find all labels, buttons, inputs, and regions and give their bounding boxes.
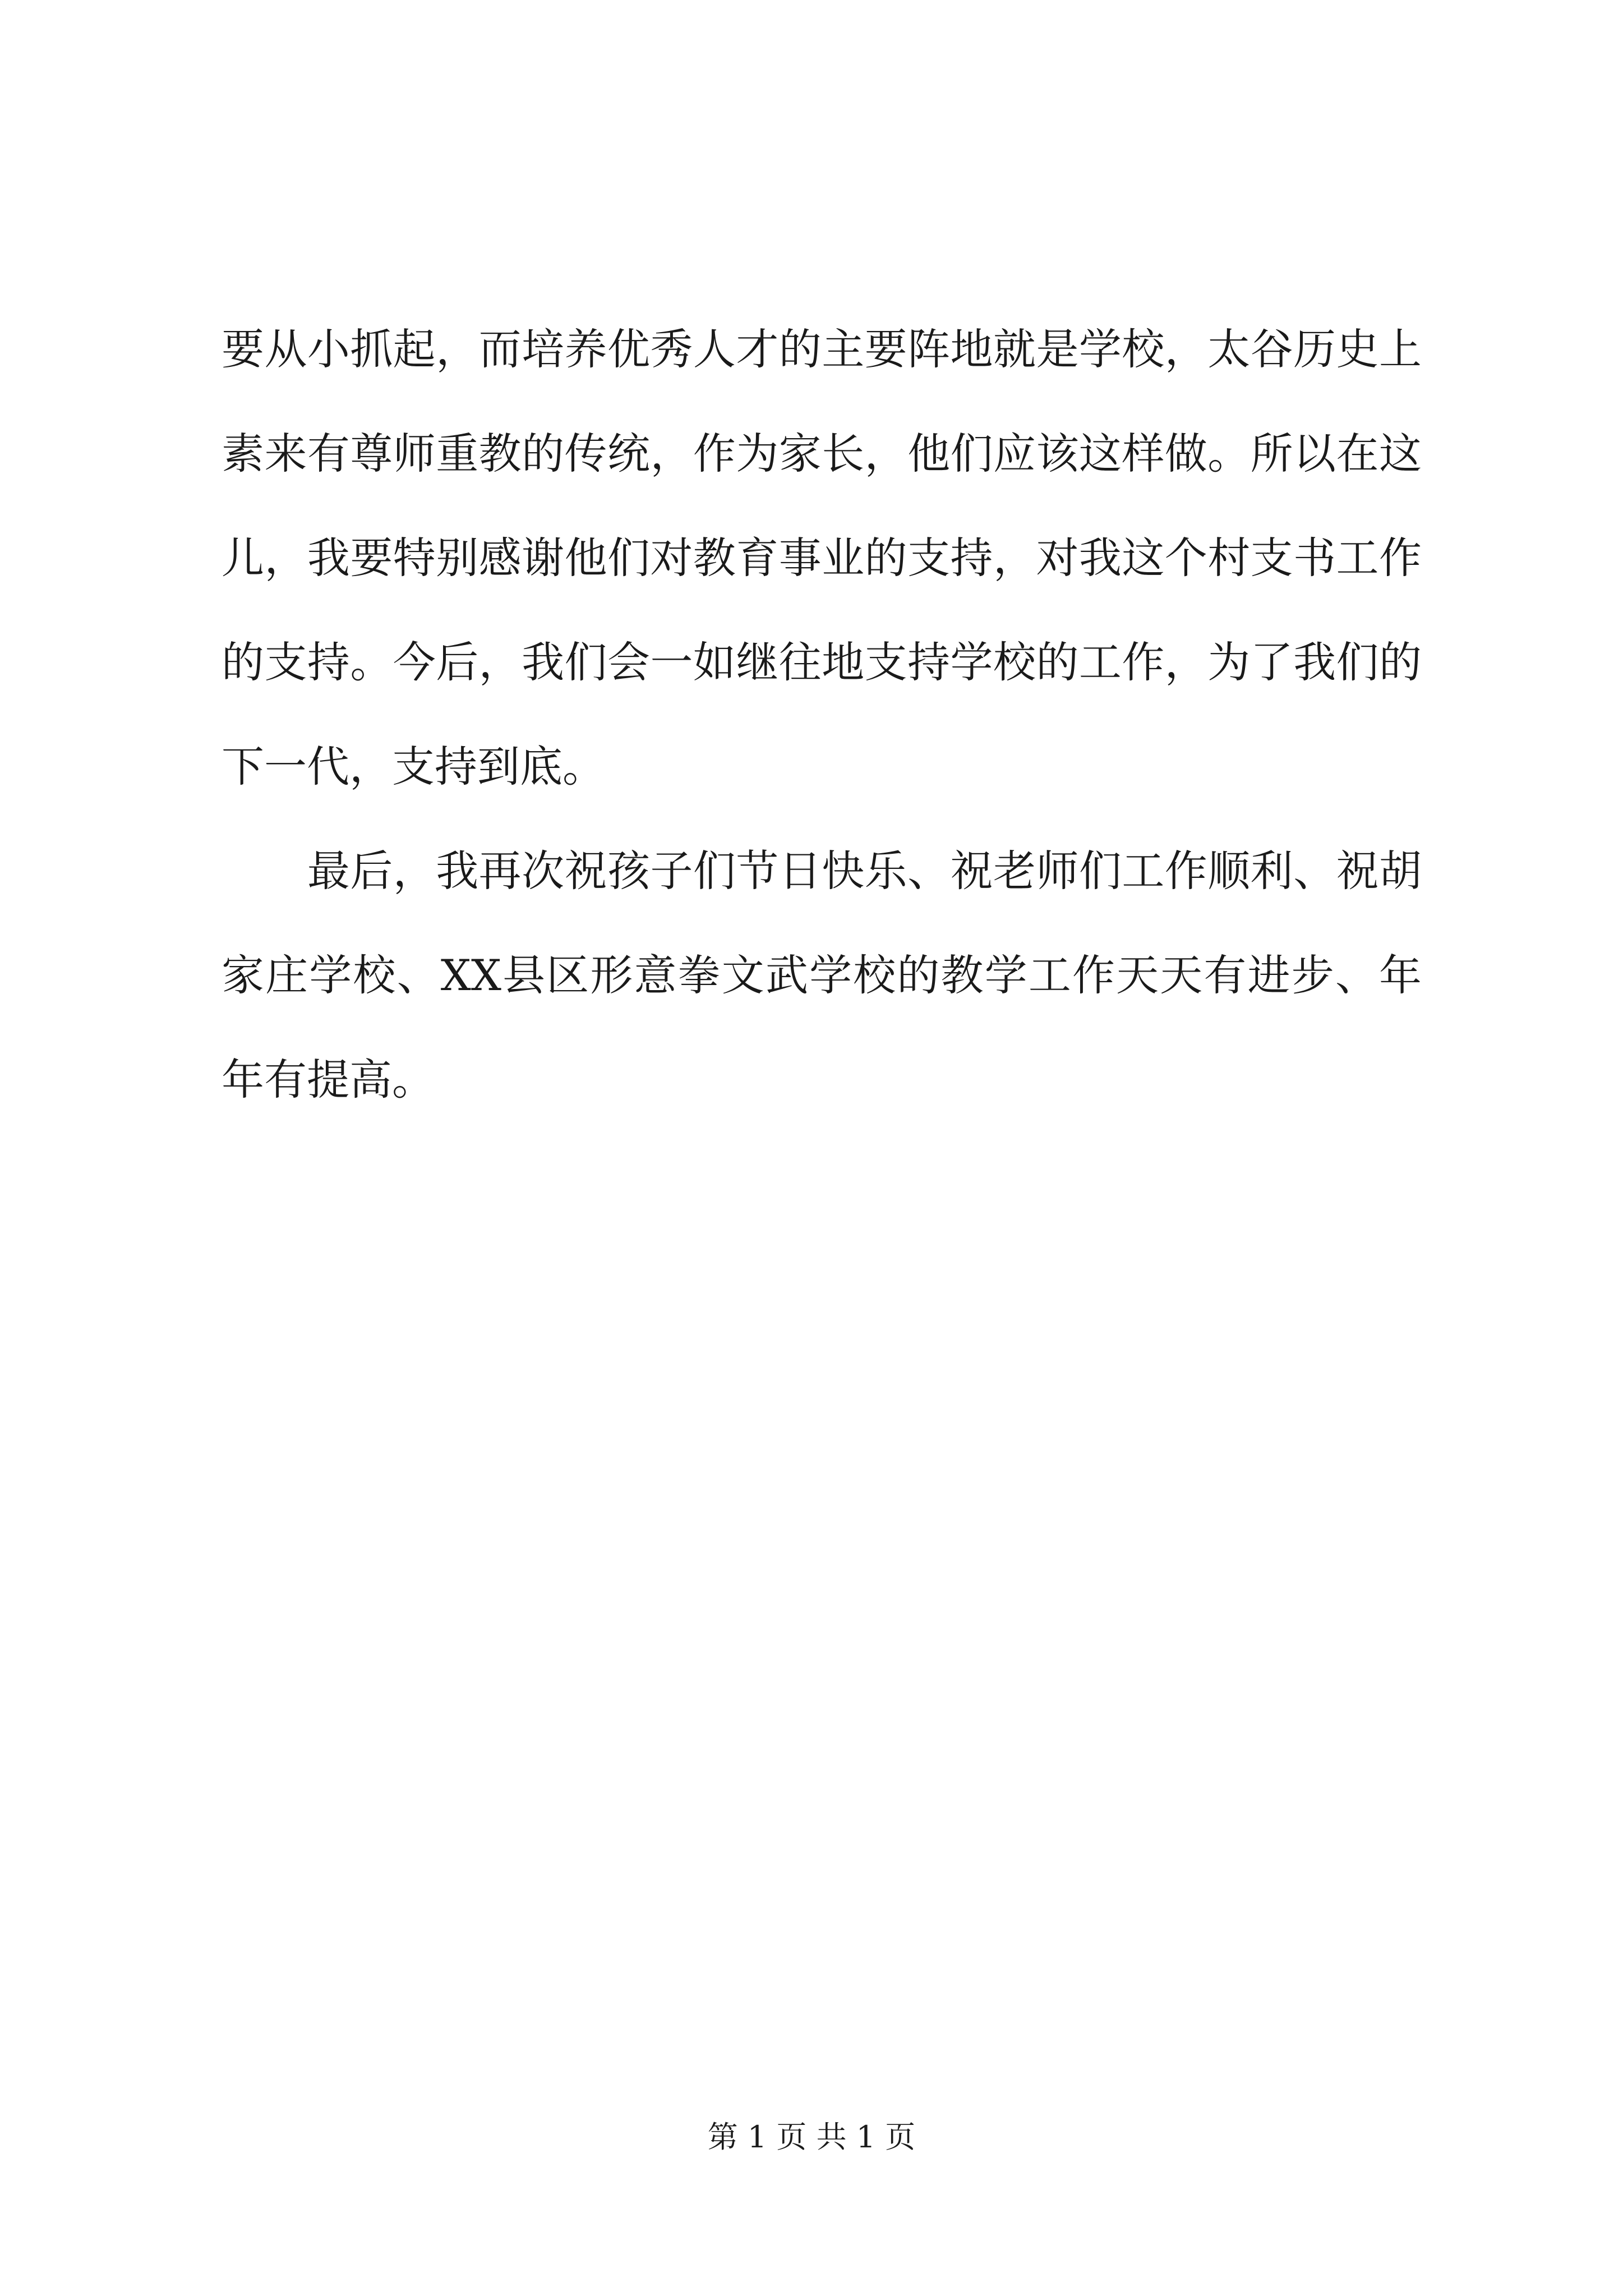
text-line: 最后，我再次祝孩子们节日快乐、祝老师们工作顺利、祝胡 <box>222 846 1422 896</box>
text-line: 家庄学校、XX县区形意拳文武学校的教学工作天天有进步、年 <box>222 950 1422 1000</box>
text-line: 要从小抓起，而培养优秀人才的主要阵地就是学校，太谷历史上 <box>222 324 1422 374</box>
text-line: 的支持。今后，我们会一如继往地支持学校的工作，为了我们的 <box>222 637 1422 687</box>
page-footer: 第 1 页 共 1 页 <box>707 2119 916 2155</box>
text-line: 年有提高。 <box>222 1055 435 1105</box>
text-line: 下一代，支持到底。 <box>222 742 605 792</box>
text-line: 儿，我要特别感谢他们对教育事业的支持，对我这个村支书工作 <box>222 533 1422 583</box>
body-text <box>222 297 1422 1132</box>
text-line: 素来有尊师重教的传统，作为家长，他们应该这样做。所以在这 <box>222 429 1422 478</box>
